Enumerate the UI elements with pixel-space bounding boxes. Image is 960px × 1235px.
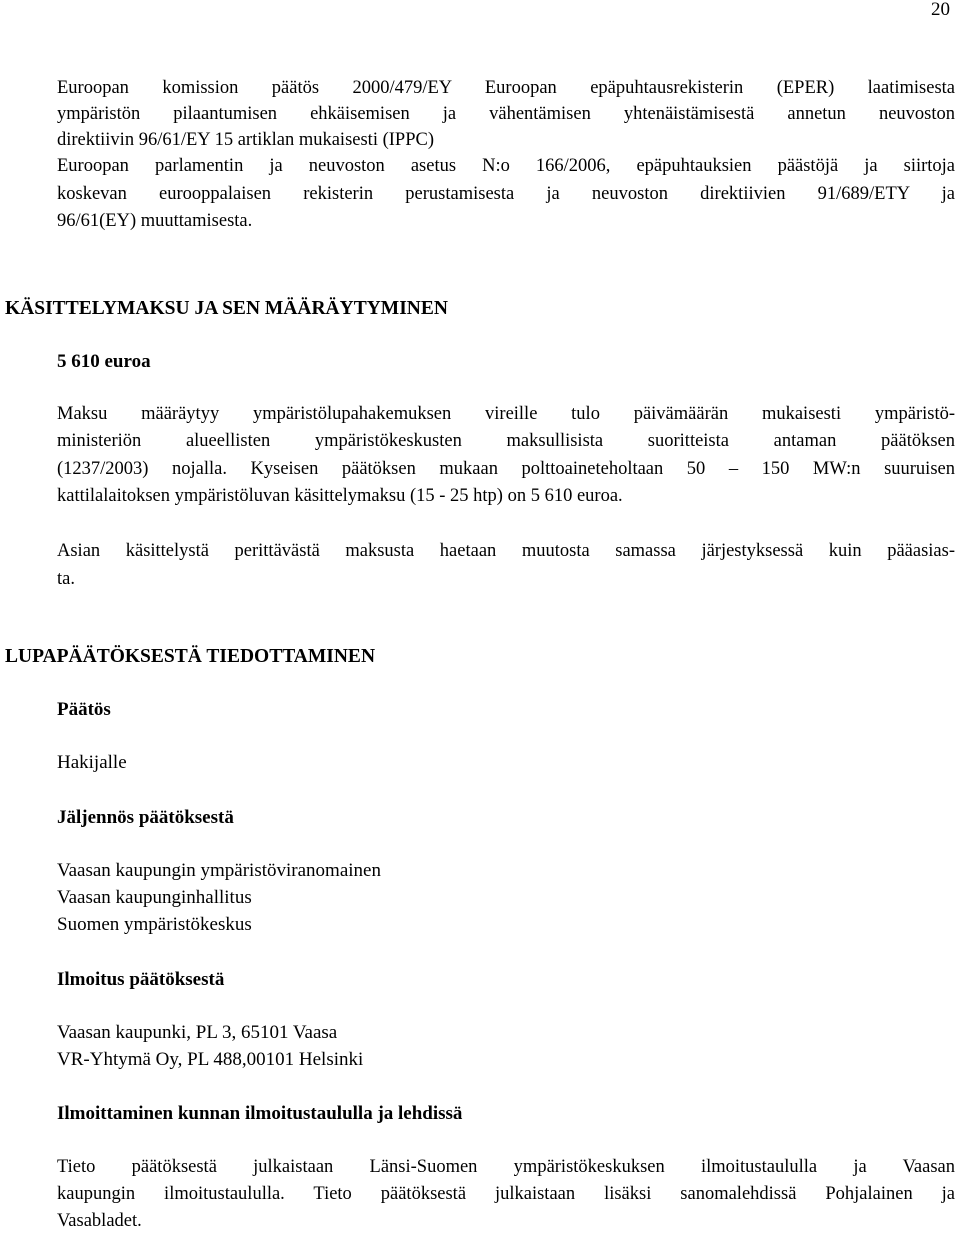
notification-section-heading: LUPAPÄÄTÖKSESTÄ TIEDOTTAMINEN: [5, 646, 376, 667]
notice-board-heading: Ilmoittaminen kunnan ilmoitustaululla ja lehdissä: [57, 1103, 463, 1124]
copy-recipient: Suomen ympäristökeskus: [57, 914, 252, 935]
copy-recipient: Vaasan kaupungin ympäristöviranomainen: [57, 860, 381, 881]
reference-line: Euroopan komission päätös 2000/479/EY Euroopan epäpuhtausrekisterin (EPER) laatimisesta: [57, 78, 955, 98]
fee-paragraph-appeal: [57, 537, 955, 593]
decision-heading: Päätös: [57, 699, 111, 720]
notice-recipients: [57, 1019, 363, 1073]
notice-heading: Ilmoitus päätöksestä: [57, 969, 225, 990]
fee-line: ministeriön alueellisten ympäristökeskusten maksullisista suoritteista antaman päätöksen: [57, 431, 955, 452]
reference-eper-decision: [57, 75, 955, 154]
board-line: Vasabladet.: [57, 1211, 142, 1231]
fee-paragraph-basis: [57, 401, 955, 510]
fee-line: kattilalaitoksen ympäristöluvan käsittelymaksu (15 - 25 htp) on 5 610 euroa.: [57, 485, 623, 506]
copy-recipients: [57, 857, 381, 938]
decision-recipient: Hakijalle: [57, 752, 127, 773]
appeal-line: Asian käsittelystä perittävästä maksusta haetaan muutosta samassa järjestyksessä kuin pääasias-: [57, 541, 955, 561]
copy-recipient: Vaasan kaupunginhallitus: [57, 887, 252, 908]
notice-recipient: Vaasan kaupunki, PL 3, 65101 Vaasa: [57, 1022, 338, 1043]
copy-heading: Jäljennös päätöksestä: [57, 807, 234, 828]
notice-recipient: VR-Yhtymä Oy, PL 488,00101 Helsinki: [57, 1049, 364, 1070]
fee-line: (1237/2003) nojalla. Kyseisen päätöksen mukaan polttoaineteholtaan 50 – 150 MW:n suuruisen: [57, 458, 955, 479]
fee-line: Maksu määräytyy ympäristölupahakemuksen vireille tulo päivämäärän mukaisesti ympäristö-: [57, 404, 955, 424]
page-number: 20: [931, 0, 950, 20]
notice-board-paragraph: [57, 1154, 955, 1235]
reference-eu-regulation: [57, 153, 955, 236]
appeal-line: ta.: [57, 569, 75, 589]
fee-section-heading: KÄSITTELYMAKSU JA SEN MÄÄRÄYTYMINEN: [5, 298, 448, 319]
board-line: Tieto päätöksestä julkaistaan Länsi-Suomen ympäristökeskuksen ilmoitustaululla ja Vaasan: [57, 1157, 955, 1177]
reference-line: koskevan eurooppalaisen rekisterin perustamisesta ja neuvoston direktiivien 91/689/ETY ja: [57, 183, 955, 204]
reference-line: Euroopan parlamentin ja neuvoston asetus N:o 166/2006, epäpuhtauksien päästöjä ja siirtoja: [57, 156, 955, 176]
reference-line: 96/61(EY) muuttamisesta.: [57, 211, 253, 231]
reference-line: ympäristön pilaantumisen ehkäisemisen ja vähentämisen yhtenäistämisestä annetun neuvoston: [57, 104, 955, 125]
reference-line: direktiivin 96/61/EY 15 artiklan mukaisesti (IPPC): [57, 130, 434, 151]
board-line: kaupungin ilmoitustaululla. Tieto päätöksestä julkaistaan lisäksi sanomalehdissä Pohjalainen ja: [57, 1184, 955, 1204]
fee-amount: 5 610 euroa: [57, 351, 151, 372]
